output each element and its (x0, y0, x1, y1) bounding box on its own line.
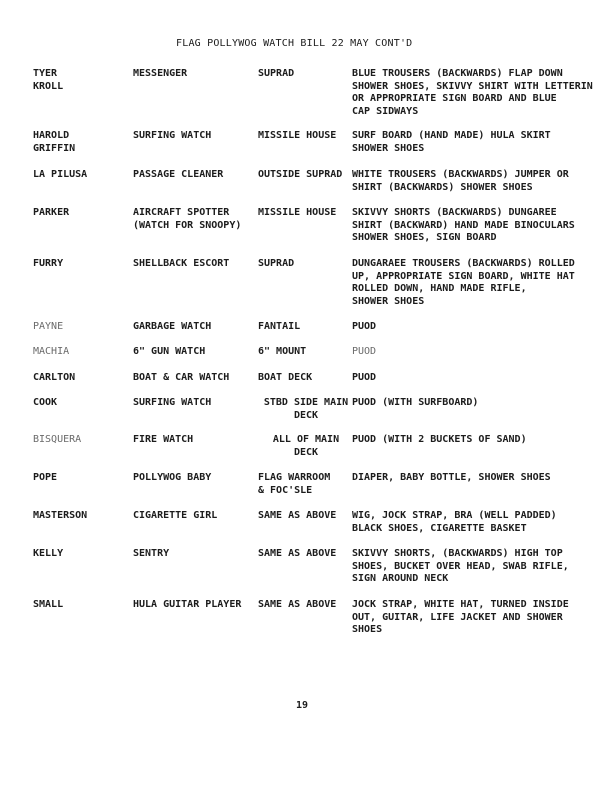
dress-cell: PUOD (WITH 2 BUCKETS OF SAND) (352, 434, 527, 445)
duty-cell: SURFING WATCH (133, 397, 212, 408)
place-cell: SUPRAD (258, 68, 295, 79)
dress-cell: JOCK STRAP, WHITE HAT, TURNED INSIDE OUT, GUITAR, LIFE JACKET AND SHOWER SHOES (352, 599, 569, 635)
place-cell: ALL OF MAIN DECK (272, 434, 340, 458)
duty-cell: PASSAGE CLEANER (133, 169, 224, 180)
duty-cell: POLLYWOG BABY (133, 472, 212, 483)
duty-cell: 6" GUN WATCH (133, 346, 206, 357)
dress-cell: BLUE TROUSERS (BACKWARDS) FLAP DOWN SHOWER SHOES, SKIVVY SHIRT WITH LETTERIN OR APPROPRIATE SIGN BOARD AND BLUE CAP SIDWAYS (352, 68, 593, 117)
place-cell: FLAG WARROOM & FOC'SLE (258, 472, 331, 496)
name-cell: CARLTON (33, 372, 76, 383)
name-cell: LA PILUSA (33, 169, 88, 180)
dress-cell: PUOD (352, 372, 377, 383)
dress-cell: SURF BOARD (HAND MADE) HULA SKIRT SHOWER SHOES (352, 130, 551, 154)
place-cell: STBD SIDE MAIN DECK (263, 397, 349, 421)
name-cell: HAROLD GRIFFIN (33, 130, 76, 154)
name-cell: PARKER (33, 207, 70, 218)
place-cell: BOAT DECK (258, 372, 313, 383)
dress-cell: SKIVVY SHORTS, (BACKWARDS) HIGH TOP SHOES, BUCKET OVER HEAD, SWAB RIFLE, SIGN AROUND NECK (352, 548, 569, 584)
duty-cell: BOAT & CAR WATCH (133, 372, 230, 383)
place-cell: OUTSIDE SUPRAD (258, 169, 343, 180)
place-cell: 6" MOUNT (258, 346, 307, 357)
duty-cell: SURFING WATCH (133, 130, 212, 141)
name-cell: MASTERSON (33, 510, 88, 521)
duty-cell: MESSENGER (133, 68, 188, 79)
name-cell: SMALL (33, 599, 64, 610)
duty-cell: FIRE WATCH (133, 434, 194, 445)
duty-cell: CIGARETTE GIRL (133, 510, 218, 521)
dress-cell: DIAPER, BABY BOTTLE, SHOWER SHOES (352, 472, 551, 483)
dress-cell: WHITE TROUSERS (BACKWARDS) JUMPER OR SHIRT (BACKWARDS) SHOWER SHOES (352, 169, 569, 193)
dress-cell: PUOD (352, 346, 377, 357)
dress-cell: SKIVVY SHORTS (BACKWARDS) DUNGAREE SHIRT (BACKWARD) HAND MADE BINOCULARS SHOWER SHOES, SIGN BOARD (352, 207, 575, 243)
name-cell: COOK (33, 397, 58, 408)
dress-cell: PUOD (WITH SURFBOARD) (352, 397, 479, 408)
place-cell: SAME AS ABOVE (258, 510, 337, 521)
name-cell: BISQUERA (33, 434, 82, 445)
name-cell: PAYNE (33, 321, 64, 332)
place-cell: MISSILE HOUSE (258, 207, 337, 218)
place-cell: SUPRAD (258, 258, 295, 269)
place-cell: SAME AS ABOVE (258, 548, 337, 559)
name-cell: POPE (33, 472, 58, 483)
page-number: 19 (296, 700, 309, 711)
duty-cell: SHELLBACK ESCORT (133, 258, 230, 269)
name-cell: FURRY (33, 258, 64, 269)
name-cell: KELLY (33, 548, 64, 559)
dress-cell: PUOD (352, 321, 377, 332)
page-title: FLAG POLLYWOG WATCH BILL 22 MAY CONT'D (176, 38, 413, 49)
duty-cell: AIRCRAFT SPOTTER (WATCH FOR SNOOPY) (133, 207, 242, 231)
place-cell: FANTAIL (258, 321, 301, 332)
dress-cell: DUNGARAEE TROUSERS (BACKWARDS) ROLLED UP, APPROPRIATE SIGN BOARD, WHITE HAT ROLLED DOWN, HAND MADE RIFLE, SHOWER SHOES (352, 258, 575, 307)
place-cell: SAME AS ABOVE (258, 599, 337, 610)
duty-cell: HULA GUITAR PLAYER (133, 599, 242, 610)
duty-cell: GARBAGE WATCH (133, 321, 212, 332)
place-cell: MISSILE HOUSE (258, 130, 337, 141)
name-cell: MACHIA (33, 346, 70, 357)
name-cell: TYER KROLL (33, 68, 64, 92)
duty-cell: SENTRY (133, 548, 170, 559)
dress-cell: WIG, JOCK STRAP, BRA (WELL PADDED) BLACK SHOES, CIGARETTE BASKET (352, 510, 557, 534)
